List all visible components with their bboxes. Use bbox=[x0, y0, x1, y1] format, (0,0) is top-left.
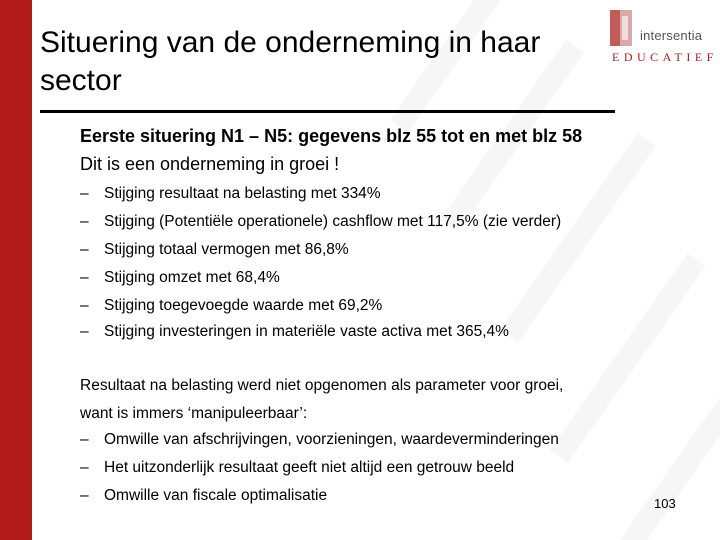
list-item-text: Stijging omzet met 68,4% bbox=[104, 269, 280, 286]
section-heading: Eerste situering N1 – N5: gegevens blz 55 tot en met blz 58 bbox=[80, 126, 583, 146]
dash-bullet: – bbox=[80, 185, 89, 202]
paragraph-line: want is immers ‘manipuleerbaar’: bbox=[80, 405, 308, 422]
list-item-text: Stijging toegevoegde waarde met 69,2% bbox=[104, 297, 383, 314]
list-item bbox=[80, 486, 327, 506]
paragraph-line: Resultaat na belasting werd niet opgenomen als parameter voor groei, bbox=[80, 377, 564, 394]
list-item-text: Het uitzonderlijk resultaat geeft niet altijd een getrouw beeld bbox=[104, 459, 515, 476]
section-subheading: Dit is een onderneming in groei ! bbox=[80, 154, 340, 174]
list-item bbox=[80, 268, 280, 288]
dash-bullet: – bbox=[80, 431, 89, 448]
list-item bbox=[80, 458, 514, 478]
list-item-text: Omwille van fiscale optimalisatie bbox=[104, 487, 328, 504]
logo-mark-icon bbox=[610, 10, 632, 46]
list-item bbox=[80, 240, 349, 260]
left-accent-bar bbox=[0, 0, 32, 540]
intersentia-logo bbox=[610, 10, 716, 66]
dash-bullet: – bbox=[80, 297, 89, 314]
dash-bullet: – bbox=[80, 323, 89, 340]
list-item bbox=[80, 322, 509, 342]
list-item-text: Stijging resultaat na belasting met 334% bbox=[104, 185, 381, 202]
dash-bullet: – bbox=[80, 213, 89, 230]
list-item-text: Stijging investeringen in materiële vaste activa met 365,4% bbox=[104, 323, 509, 340]
slide-title: Situering van de onderneming in haar sector bbox=[40, 26, 541, 97]
list-item-text: Stijging totaal vermogen met 86,8% bbox=[104, 241, 349, 258]
list-item-text: Stijging (Potentiële operationele) cashflow met 117,5% (zie verder) bbox=[104, 213, 562, 230]
list-item bbox=[80, 430, 559, 450]
dash-bullet: – bbox=[80, 459, 89, 476]
logo-subtitle: EDUCATIEF bbox=[612, 50, 718, 64]
dash-bullet: – bbox=[80, 487, 89, 504]
list-item bbox=[80, 296, 382, 316]
logo-name: intersentia bbox=[640, 28, 703, 43]
list-item bbox=[80, 212, 561, 232]
list-item bbox=[80, 184, 381, 204]
title-divider bbox=[40, 110, 615, 113]
dash-bullet: – bbox=[80, 241, 89, 258]
page-number: 103 bbox=[654, 496, 676, 511]
list-item-text: Omwille van afschrijvingen, voorzieningen, waardeverminderingen bbox=[104, 431, 559, 448]
dash-bullet: – bbox=[80, 269, 89, 286]
